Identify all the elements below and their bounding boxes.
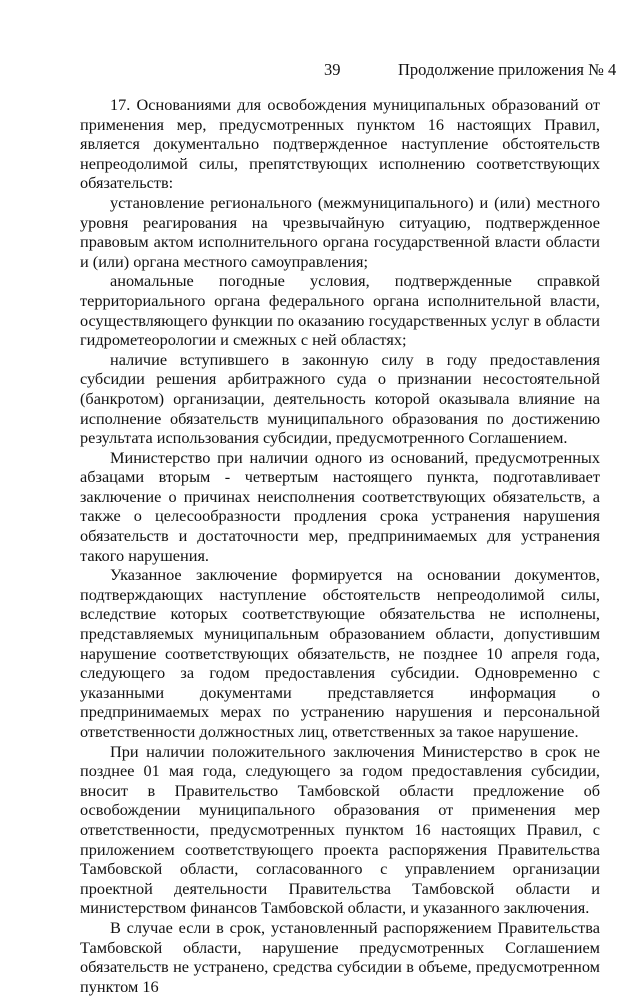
page-header <box>0 60 640 82</box>
paragraph-8: В случае если в срок, установленный распоряжением Правительства Тамбовской области, нарушение предусмотренных Соглашением обязательств не устранено, средства субсидии в объеме, предусмотренном пунктом 16 <box>80 917 600 996</box>
paragraph-2: установление регионального (межмуниципального) и (или) местного уровня реагирования на чрезвычайную ситуацию, подтвержденное правовым актом исполнительного органа государственной власти области и (или) органа местного самоуправления; <box>80 192 600 271</box>
document-body <box>80 95 600 996</box>
paragraph-5: Министерство при наличии одного из оснований, предусмотренных абзацами вторым - четвертым настоящего пункта, подготавливает заключение о причинах неисполнения соответствующих обязательств, а также о целесообразности продления срока устранения нарушения обязательств и достаточности мер, предпринимаемых для устранения такого нарушения. <box>80 447 600 565</box>
page-number: 39 <box>324 60 341 79</box>
paragraph-7: При наличии положительного заключения Министерство в срок не позднее 01 мая года, следующего за годом предоставления субсидии, вносит в Правительство Тамбовской области предложение об освобождении муниципального образования от применения мер ответственности, предусмотренных пунктом 16 настоящих Правил, с приложением соответствующего проекта распоряжения Правительства Тамбовской области, согласованного с управлением организации проектной деятельности Правительства Тамбовской области и министерством финансов Тамбовской области, и указанного заключения. <box>80 741 600 918</box>
paragraph-3: аномальные погодные условия, подтвержденные справкой территориального органа федерального органа исполнительной власти, осуществляющего функции по оказанию государственных услуг в области гидрометеорологии и смежных с ней областях; <box>80 271 600 350</box>
annex-label: Продолжение приложения № 4 <box>398 60 617 79</box>
paragraph-4: наличие вступившего в законную силу в году предоставления субсидии решения арбитражного суда о признании несостоятельной (банкротом) организации, деятельность которой оказывала влияние на исполнение обязательств муниципального образования по достижению результата использования субсидии, предусмотренного Соглашением. <box>80 349 600 448</box>
paragraph-1: 17. Основаниями для освобождения муниципальных образований от применения мер, предусмотренных пунктом 16 настоящих Правил, является документально подтвержденное наступление обстоятельств непреодолимой силы, препятствующих исполнению соответствующих обязательств: <box>80 95 600 193</box>
paragraph-6: Указанное заключение формируется на основании документов, подтверждающих наступление обстоятельств непреодолимой силы, вследствие которых соответствующие обязательства не исполнены, представляемых муниципальным образованием области, допустившим нарушение соответствующих обязательств, не позднее 10 апреля года, следующего за годом предоставления субсидии. Одновременно с указанными документами представляется информация о предпринимаемых мерах по устранению нарушения и персональной ответственности должностных лиц, ответственных за такое нарушение. <box>80 565 600 741</box>
